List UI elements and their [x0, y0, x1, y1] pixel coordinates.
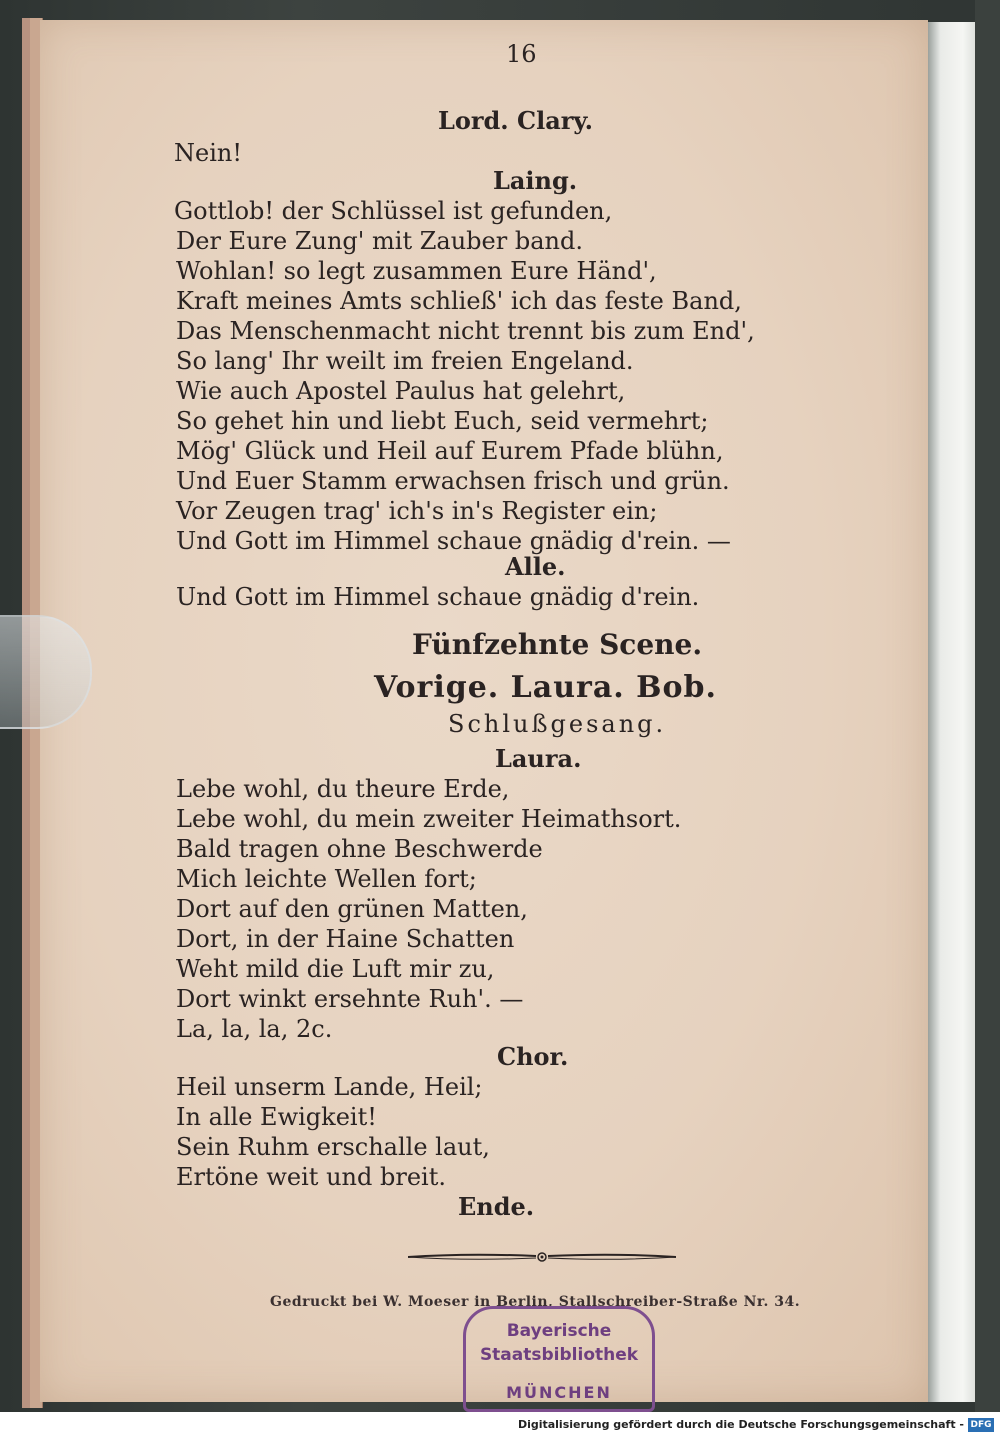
binding-edge — [975, 0, 1000, 1439]
verse-line: Bald tragen ohne Beschwerde — [176, 835, 543, 863]
verse-line: Lebe wohl, du mein zweiter Heimathsort. — [176, 805, 682, 833]
verse-line: La, la, la, 2c. — [176, 1015, 333, 1043]
verse-line: Wie auch Apostel Paulus hat gelehrt, — [176, 377, 626, 405]
verse-line: Gottlob! der Schlüssel ist gefunden, — [174, 197, 613, 225]
characters-heading: Vorige. Laura. Bob. — [374, 670, 717, 705]
page-number: 16 — [506, 40, 537, 68]
verse-line: Mög' Glück und Heil auf Eurem Pfade blühn, — [176, 437, 724, 465]
stamp-line: MÜNCHEN — [506, 1383, 612, 1402]
verse-line: Dort, in der Haine Schatten — [176, 925, 515, 953]
verse-line: So lang' Ihr weilt im freien Engeland. — [176, 347, 634, 375]
speaker-label: Lord. Clary. — [438, 106, 593, 135]
song-title: Schlußgesang. — [448, 710, 667, 738]
scene-heading: Fünfzehnte Scene. — [412, 628, 703, 661]
verse-line: Und Euer Stamm erwachsen frisch und grün. — [176, 467, 730, 495]
speaker-label: Alle. — [505, 552, 566, 581]
verse-line: Lebe wohl, du theure Erde, — [176, 775, 510, 803]
verse-line: Dort auf den grünen Matten, — [176, 895, 528, 923]
speaker-label: Laing. — [493, 166, 578, 195]
verse-line: Das Menschenmacht nicht trennt bis zum End', — [176, 317, 755, 345]
verse-line: Dort winkt ersehnte Ruh'. — — [176, 985, 524, 1013]
ornament-divider — [408, 1252, 676, 1262]
speaker-label: Chor. — [497, 1042, 569, 1071]
verse-line: Heil unserm Lande, Heil; — [176, 1073, 483, 1101]
verse-line: Und Gott im Himmel schaue gnädig d'rein. — [176, 583, 700, 611]
verse-line: Der Eure Zung' mit Zauber band. — [176, 227, 583, 255]
end-label: Ende. — [458, 1192, 535, 1221]
verse-line: Weht mild die Luft mir zu, — [176, 955, 495, 983]
text-line: Nein! — [174, 139, 242, 167]
speaker-label: Laura. — [495, 744, 582, 773]
verse-line: Wohlan! so legt zusammen Eure Händ', — [176, 257, 657, 285]
verse-line: Sein Ruhm erschalle laut, — [176, 1133, 490, 1161]
verse-line: Mich leichte Wellen fort; — [176, 865, 477, 893]
verse-line: So gehet hin und liebt Euch, seid vermehrt; — [176, 407, 709, 435]
library-stamp — [463, 1306, 655, 1412]
facing-page-edge — [928, 22, 978, 1402]
verse-line: Vor Zeugen trag' ich's in's Register ein; — [176, 497, 658, 525]
verse-line: Kraft meines Amts schließ' ich das feste Band, — [176, 287, 742, 315]
verse-line: Ertöne weit und breit. — [176, 1163, 446, 1191]
verse-line: In alle Ewigkeit! — [176, 1103, 377, 1131]
dfg-logo: DFG — [968, 1418, 994, 1432]
stamp-line: Bayerische — [506, 1321, 612, 1341]
printer-imprint: Gedruckt bei W. Moeser in Berlin, Stallschreiber-Straße Nr. 34. — [270, 1294, 801, 1310]
stamp-line: Staatsbibliothek — [479, 1345, 639, 1365]
verse-line: Und Gott im Himmel schaue gnädig d'rein. — — [176, 527, 731, 555]
funding-credit: Digitalisierung gefördert durch die Deutsche Forschungsgemeinschaft - — [517, 1418, 964, 1431]
